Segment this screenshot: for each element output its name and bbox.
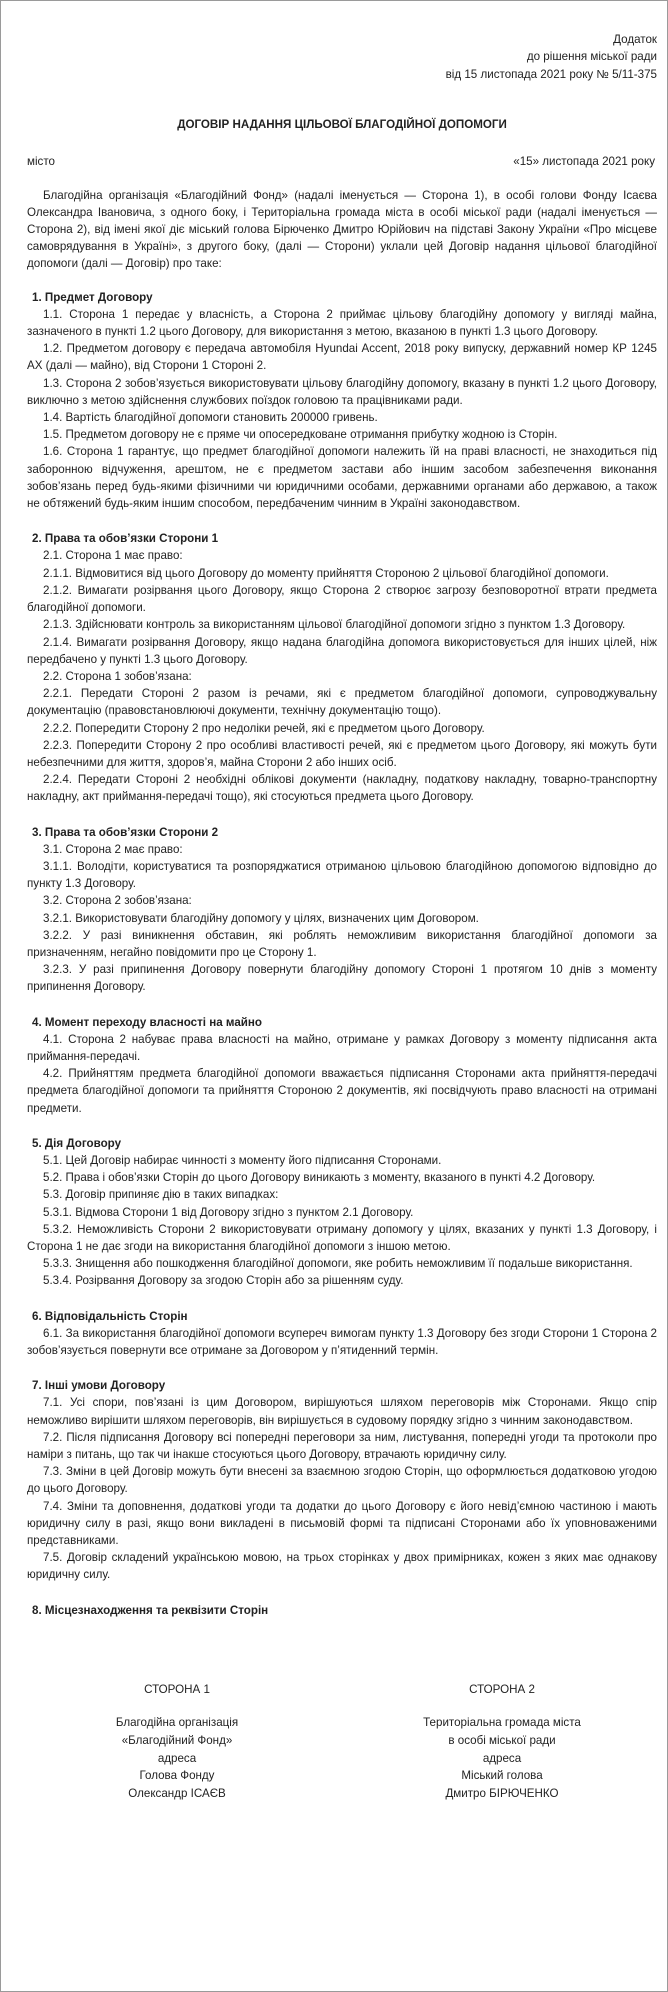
clause-paragraph: 1.2. Предметом договору є передача автомобіля Hyundai Accent, 2018 року випуску, державний номер КР 1245 АХ (далі — майно), від Сторони 1 Стороні 2.	[27, 342, 657, 373]
clause-paragraph: 3.1.1. Володіти, користуватися та розпоряджатися отриманою цільовою благодійною допомогою відповідно до пункту 1.3 Договору.	[27, 859, 657, 891]
clause-paragraph: 7.4. Зміни та доповнення, додаткові угоди та додатки до цього Договору є його невід’ємною частиною і мають юридичну силу в разі, якщо вони викладені в письмовій формі та підписані Сторонами або їх уповноваженими представниками.	[27, 1499, 657, 1548]
clause-paragraph: 2.1. Сторона 1 має право:	[43, 549, 183, 563]
party-signatory: Олександр ІСАЄВ	[128, 1786, 226, 1800]
annex-header	[27, 31, 657, 83]
clause-paragraph: 7.2. Після підписання Договору всі попередні переговори за ним, листування, попередні угоди та протоколи про наміри з питань, що так чи інакше стосуються цього Договору, втрачають юридичну силу.	[27, 1430, 657, 1462]
clause-paragraph: 3.2.2. У разі виникнення обставин, які роблять неможливим використання благодійної допомоги за призначенням, негайно повідомити про це Сторону 1.	[27, 928, 657, 959]
section-heading: 6. Відповідальність Сторін	[32, 1309, 188, 1323]
clause-paragraph: 5.3.3. Знищення або пошкодження благодійної допомоги, яке робить неможливим її подальше використання.	[43, 1257, 633, 1271]
party-side-label: СТОРОНА 1	[144, 1682, 210, 1696]
clause-paragraph: 2.2. Сторона 1 зобов’язана:	[43, 669, 192, 683]
clause-paragraph: 3.2. Сторона 2 зобов’язана:	[43, 894, 192, 908]
clause-paragraph: 5.1. Цей Договір набирає чинності з моменту його підписання Сторонами.	[43, 1153, 442, 1167]
party-name: Територіальна громада міста	[423, 1716, 581, 1730]
document-title: ДОГОВІР НАДАННЯ ЦІЛЬОВОЇ БЛАГОДІЙНОЇ ДОПОМОГИ	[177, 118, 507, 132]
clause-paragraph: 1.1. Сторона 1 передає у власність, а Сторона 2 приймає цільову благодійну допомогу у вигляді майна, зазначеного в пункті 1.2 цього Договору, для використання з метою, вказаною в пункті 1.3 цього Договору.	[27, 307, 657, 339]
clause-paragraph: 2.2.3. Попередити Сторону 2 про особливі властивості речей, які є предметом цього Договору, які можуть бути небезпечними для життя, здоров’я, майна Сторони 2 або інших осіб.	[27, 738, 657, 769]
clause-paragraph: 4.2. Прийняттям предмета благодійної допомоги вважається підписання Сторонами акта прийняття-передачі предмета благодійної допомоги та прийняття Стороною 2 документів, які посвідчують право власності на отримані предмети.	[27, 1067, 657, 1115]
clause-paragraph: 3.2.1. Використовувати благодійну допомогу у цілях, визначених цим Договором.	[43, 911, 479, 925]
section-heading: 8. Місцезнаходження та реквізити Сторін	[32, 1603, 269, 1617]
clause-paragraph: 1.5. Предметом договору не є пряме чи опосередковане отримання прибутку жодною із Сторін.	[43, 428, 558, 442]
clause-paragraph: 3.1. Сторона 2 має право:	[43, 842, 183, 856]
party-address: адреса	[157, 1751, 197, 1765]
party-signatory: Дмитро БІРЮЧЕНКО	[445, 1786, 559, 1800]
party-name: «Благодійний Фонд»	[121, 1734, 233, 1748]
clause-paragraph: 7.5. Договір складений українською мовою, на трьох сторінках у двох примірниках, кожен з яких має однакову юридичну силу.	[27, 1551, 657, 1582]
sections	[27, 289, 657, 1619]
clause-paragraph: 2.1.3. Здійснювати контроль за використанням цільової благодійної допомоги згідно з пунктом 1.3 Договору.	[43, 618, 626, 632]
annex-line: до рішення міської ради	[526, 50, 657, 64]
party-name: в особі міської ради	[448, 1734, 556, 1748]
clause-paragraph: 5.2. Права і обов’язки Сторін до цього Договору виникають з моменту, вказаного в пункті 4.2 Договору.	[43, 1171, 596, 1185]
party-right	[407, 1681, 597, 1803]
clause-paragraph: 7.3. Зміни в цей Договір можуть бути внесені за взаємною згодою Сторін, що оформлюється додатковою угодою до цього Договору.	[27, 1465, 657, 1496]
clause-paragraph: 1.3. Сторона 2 зобов’язується використовувати цільову благодійну допомогу, вказану в пункті 1.2 цього Договору, виключно з метою здійснення службових поїздок головою та працівниками ради.	[27, 376, 657, 407]
section-heading: 1. Предмет Договору	[32, 290, 153, 304]
clause-paragraph: 7.1. Усі спори, пов’язані із цим Договором, вирішуються шляхом переговорів між Сторонами. Якщо спір неможливо вирішити шляхом переговорів, він вирішується в судовому порядку згідно з чинним законодавством.	[27, 1396, 657, 1427]
clause-paragraph: 5.3.2. Неможливість Сторони 2 використовувати отриману допомогу у цілях, вказаних у пункті 1.3 Договору, і Сторона 1 не дає згоди на використання благодійної допомоги з іншою метою.	[27, 1222, 657, 1253]
clause-paragraph: 5.3.1. Відмова Сторони 1 від Договору згідно з пунктом 2.1 Договору.	[43, 1205, 414, 1219]
annex-line: Додаток	[613, 33, 657, 46]
contract-date: «15» листопада 2021 року	[513, 155, 655, 169]
clause-paragraph: 1.6. Сторона 1 гарантує, що предмет благодійної допомоги належить їй на праві власності, не знаходиться під заборонною відчуження, арештом, не є предметом застави або іншим засобом забезпечення виконання зобов’язань перед будь-якими фізичними чи юридичними особами, державними органами або державою, а також не обтяжений будь-яким іншим способом, передбаченим чинним в Україні законодавством.	[27, 445, 657, 511]
clause-paragraph: 4.1. Сторона 2 набуває права власності на майно, отримане у рамках Договору з моменту підписання акта приймання-передачі.	[27, 1032, 657, 1063]
clause-paragraph: 2.2.1. Передати Стороні 2 разом із речами, які є предметом благодійної допомоги, супроводжувальну документацію (правовстановлюючі документи, технічну документацію тощо).	[27, 687, 657, 718]
clause-paragraph: 2.2.4. Передати Стороні 2 необхідні облікові документи (накладну, податкову накладну, товарно-транспортну накладну, акт приймання-передачі тощо), які стосуються предмета цього Договору.	[27, 773, 657, 804]
party-position: Голова Фонду	[139, 1769, 215, 1783]
party-side-label: СТОРОНА 2	[469, 1682, 535, 1696]
clause-paragraph: 2.1.4. Вимагати розірвання Договору, якщо надана благодійна допомога використовується для інших цілей, ніж передбачено у пункті 1.3 цього Договору.	[27, 635, 657, 666]
clause-paragraph: 5.3.4. Розірвання Договору за згодою Сторін або за рішенням суду.	[43, 1274, 404, 1288]
party-name: Благодійна організація	[115, 1716, 239, 1730]
party-position: Міський голова	[461, 1769, 543, 1783]
section-heading: 3. Права та обов’язки Сторони 2	[32, 825, 219, 839]
section-heading: 7. Інші умови Договору	[32, 1379, 166, 1393]
clause-paragraph: 2.2.2. Попередити Сторону 2 про недоліки речей, які є предметом цього Договору.	[43, 721, 485, 735]
clause-paragraph: 5.3. Договір припиняє дію в таких випадках:	[43, 1188, 279, 1202]
clause-paragraph: 3.2.3. У разі припинення Договору повернути благодійну допомогу Стороні 1 протягом 10 днів з моменту припинення Договору.	[27, 963, 657, 994]
clause-paragraph: 2.1.2. Вимагати розірвання цього Договору, якщо Сторона 2 створює загрозу безповоротної втрати предмета благодійної допомоги.	[27, 583, 657, 615]
clause-paragraph: 1.4. Вартість благодійної допомоги становить 200000 гривень.	[43, 411, 378, 425]
section-heading: 2. Права та обов’язки Сторони 1	[32, 532, 219, 546]
section-heading: 5. Дія Договору	[32, 1136, 122, 1150]
party-address: адреса	[482, 1751, 522, 1765]
intro-paragraph: Благодійна організація «Благодійний Фонд» (надалі іменується — Сторона 1), в особі голови Фонду Ісаєва Олександра Івановича, з одного боку, і Територіальна громада міста в особі міської ради (надалі іменується — Сторона 2), від імені якої діє міський голова Бірюченко Дмитро Юрійович на підставі Закону України «Про місцеве самоврядування в Україні», з другого боку, (далі — Сторони) уклали цей Договір надання цільової благодійної допомоги (далі — Договір) про таке:	[27, 188, 657, 271]
place: місто	[27, 155, 55, 169]
place-date-row	[27, 153, 657, 170]
clause-paragraph: 2.1.1. Відмовитися від цього Договору до моменту прийняття Стороною 2 цільової благодійної допомоги.	[43, 566, 609, 580]
annex-line: від 15 листопада 2021 року № 5/11-375	[445, 67, 657, 81]
signature-block	[27, 1681, 657, 1803]
section-heading: 4. Момент переходу власності на майно	[32, 1015, 262, 1029]
clause-paragraph: 6.1. За використання благодійної допомоги всупереч вимогам пункту 1.3 Договору без згоди Сторони 1 Сторона 2 зобов’язується повернути все отримане за Договором у п’ятиденний термін.	[27, 1326, 657, 1358]
party-left	[82, 1681, 272, 1803]
